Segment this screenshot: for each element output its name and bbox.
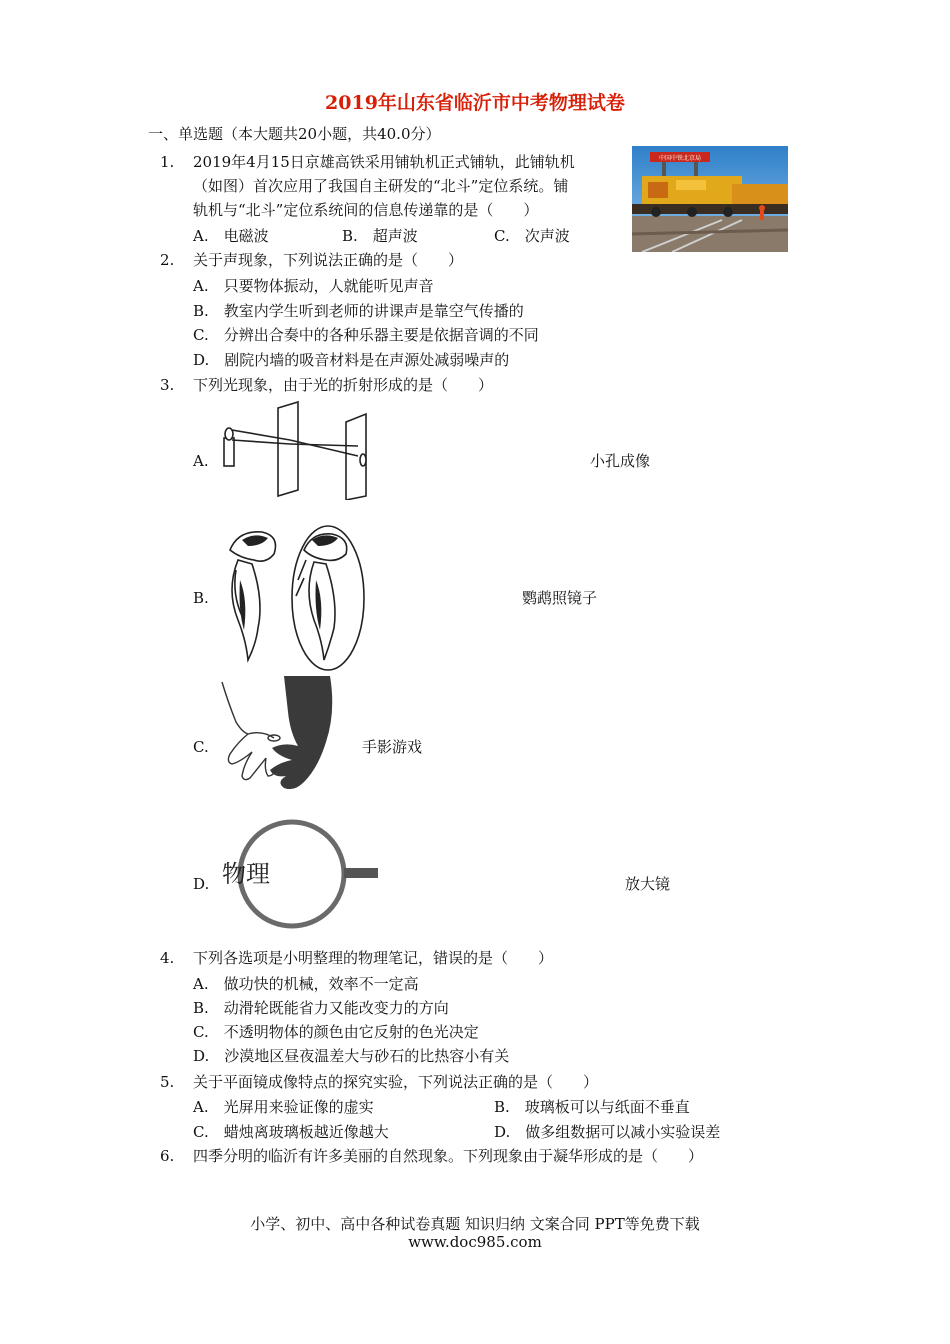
q2-option-c: C. 分辨出合奏中的各种乐器主要是依据音调的不同 [193,326,539,344]
q3-number: 3. [160,376,175,394]
q2-number: 2. [160,251,175,269]
q4-option-b: B. 动滑轮既能省力又能改变力的方向 [193,999,449,1017]
magnifier-diagram [218,818,388,934]
q3-option-d-caption: 放大镜 [625,875,671,893]
q3-option-d-label: D. [193,875,210,893]
q5-option-c: C. 蜡烛离玻璃板越近像越大 [193,1123,389,1141]
q3-option-c-label: C. [193,738,209,756]
q4-stem: 下列各选项是小明整理的物理笔记，错误的是（ ） [193,949,554,967]
q1-number: 1. [160,153,175,171]
q5-option-a: A. 光屏用来验证像的虚实 [193,1098,374,1116]
q3-option-b-label: B. [193,589,209,607]
q4-number: 4. [160,949,175,967]
q2-option-b: B. 教室内学生听到老师的讲课声是靠空气传播的 [193,302,524,320]
footer-website-link[interactable]: www.doc985.com [408,1233,542,1251]
q1-line-3: 轨机与“北斗”定位系统间的信息传递靠的是（ ） [193,201,539,219]
q3-option-a-label: A. [193,452,209,470]
q1-option-c: C. 次声波 [494,227,570,245]
q5-number: 5. [160,1073,175,1091]
track-laying-machine-photo [632,146,788,252]
q1-option-a: A. 电磁波 [193,227,269,245]
q5-option-d: D. 做多组数据可以减小实验误差 [494,1123,721,1141]
q2-option-d: D. 剧院内墙的吸音材料是在声源处减弱噪声的 [193,351,510,369]
page-title: 2019年山东省临沂市中考物理试卷 [325,92,625,114]
q2-stem: 关于声现象，下列说法正确的是（ ） [193,251,464,269]
footer-promo-text: 小学、初中、高中各种试卷真题 知识归纳 文案合同 PPT等免费下载 [250,1215,700,1233]
q6-stem: 四季分明的临沂有许多美丽的自然现象。下列现象由于凝华形成的是（ ） [193,1147,704,1165]
q5-stem: 关于平面镜成像特点的探究实验，下列说法正确的是（ ） [193,1073,599,1091]
q1-option-b: B. 超声波 [342,227,418,245]
hand-shadow-diagram [218,672,348,802]
q4-option-d: D. 沙漠地区昼夜温差大与砂石的比热容小有关 [193,1047,510,1065]
q3-option-a-caption: 小孔成像 [590,452,651,470]
q3-option-b-caption: 鹦鹉照镜子 [522,589,598,607]
q4-option-c: C. 不透明物体的颜色由它反射的色光决定 [193,1023,479,1041]
magnified-text: 物理 [222,860,270,888]
q4-option-a: A. 做功快的机械，效率不一定高 [193,975,419,993]
q5-option-b: B. 玻璃板可以与纸面不垂直 [494,1098,690,1116]
q1-line-2: （如图）首次应用了我国自主研发的“北斗”定位系统。铺 [193,177,569,195]
q3-option-c-caption: 手影游戏 [362,738,423,756]
q1-line-1: 2019年4月15日京雄高铁采用铺轨机正式铺轨，此铺轨机 [193,153,575,171]
q6-number: 6. [160,1147,175,1165]
pinhole-imaging-diagram [218,400,398,500]
photo-banner-text: 中国中铁北京局 [658,155,702,162]
q2-option-a: A. 只要物体振动，人就能听见声音 [193,277,434,295]
section-heading: 一、单选题（本大题共20小题，共40.0分） [148,125,441,143]
parrot-mirror-diagram [218,520,366,672]
q3-stem: 下列光现象，由于光的折射形成的是（ ） [193,376,494,394]
